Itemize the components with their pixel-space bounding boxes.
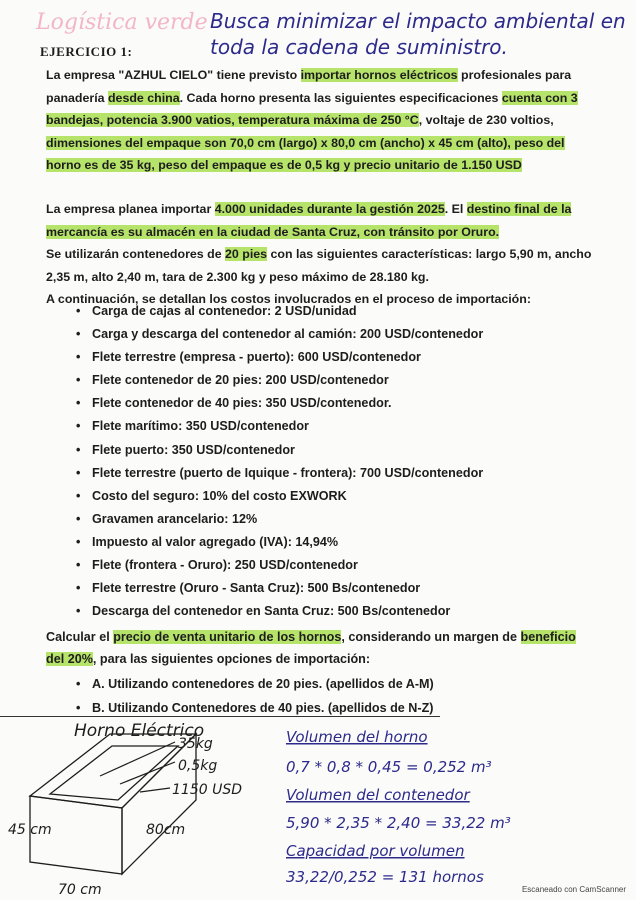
options-list <box>76 672 434 720</box>
hw-line-2: 5,90 * 2,35 * 2,40 = 33,22 m³ <box>286 814 511 832</box>
p1-hl-b: desde china <box>107 90 180 105</box>
hw-line-3: 33,22/0,252 = 131 hornos <box>286 868 484 886</box>
sketch-dim-w: 80cm <box>146 822 186 838</box>
list-item: • Flete terrestre (puerto de Iquique - frontera): 700 USD/contenedor <box>76 465 484 480</box>
p1-text-a: La empresa "AZHUL CIELO" tiene previsto <box>46 68 301 82</box>
arrows <box>100 742 175 792</box>
calc-text-b: , considerando un margen de <box>341 630 521 644</box>
p2-hl-a: 4.000 unidades durante la gestión 2025 <box>214 202 445 216</box>
p2-hl-b: destino final de la mercancía es su almacén en la ciudad de Santa Cruz, con tránsito por Oruro. <box>46 202 572 239</box>
hw-heading-3: Capacidad por volumen <box>286 842 465 860</box>
p1-text-c: . Cada horno presenta las siguientes especificaciones <box>179 90 502 105</box>
scanner-watermark: Escaneado con CamScanner <box>521 885 626 894</box>
calc-hl-a: precio de venta unitario de los hornos <box>113 630 342 644</box>
sketch-dim-l: 70 cm <box>58 882 102 898</box>
oven-box-drawing <box>30 734 196 874</box>
handwritten-note: Busca minimizar el impacto ambiental en toda la cadena de suministro. <box>210 9 626 59</box>
exercise-title: EJERCICIO 1: <box>40 44 133 59</box>
sketch-weight-1: 35kg <box>178 736 213 752</box>
p2-text-c: Se utilizarán contenedores de <box>46 247 226 261</box>
list-item: • Flete terrestre (Oruro - Santa Cruz): 500 Bs/contenedor <box>76 581 421 596</box>
list-item: • Flete terrestre (empresa - puerto): 600 USD/contenedor <box>76 350 421 365</box>
list-item: • Flete (frontera - Oruro): 250 USD/contenedor <box>76 558 358 573</box>
hw-line-1: 0,7 * 0,8 * 0,45 = 0,252 m³ <box>286 758 492 776</box>
sketch-dim-h: 45 cm <box>8 822 52 838</box>
calc-text-c: , para las siguientes opciones de importación: <box>92 652 371 666</box>
sketch-price: 1150 USD <box>172 782 242 798</box>
list-item: • Carga de cajas al contenedor: 2 USD/unidad <box>76 304 357 318</box>
list-item: • Carga y descarga del contenedor al camión: 200 USD/contenedor <box>76 327 484 342</box>
paragraph-2 <box>46 198 594 311</box>
sketch-weight-2: 0,5kg <box>178 758 218 774</box>
list-item: • Flete marítimo: 350 USD/contenedor <box>76 419 309 434</box>
list-item: • Gravamen arancelario: 12% <box>76 511 258 526</box>
list-item: • Flete contenedor de 20 pies: 200 USD/contenedor <box>76 373 389 388</box>
list-item: • Costo del seguro: 10% del costo EXWORK <box>76 488 347 503</box>
p1-text-b: profesionales para panadería <box>46 68 572 105</box>
p1-text-d: , voltaje de 230 voltios, <box>418 113 554 127</box>
p1-hl-d: dimensiones del empaque son 70,0 cm (largo) x 80,0 cm (ancho) x 45 cm (alto), peso del horno es de 35 kg, peso del empaque es de 0,5 kg y precio unitario de 1.150 USD <box>46 135 565 172</box>
p2-text-e: A continuación, se detallan los costos involucrados en el proceso de importación: <box>46 292 531 306</box>
p1-hl-a: importar hornos eléctricos <box>300 68 458 82</box>
costs-list <box>76 300 596 623</box>
p2-text-a: La empresa planea importar <box>46 202 215 216</box>
option-b: • B. Utilizando Contenedores de 40 pies. (apellidos de N-Z) <box>76 701 434 715</box>
hw-heading-1: Volumen del horno <box>286 728 428 746</box>
p2-text-b: . El <box>444 202 467 216</box>
list-item: • Descarga del contenedor en Santa Cruz: 500 Bs/contenedor <box>76 604 451 619</box>
faded-title: Logística verde <box>36 10 208 35</box>
option-a: • A. Utilizando contenedores de 20 pies. (apellidos de A-M) <box>76 677 434 691</box>
p2-hl-c: 20 pies <box>225 247 268 261</box>
list-item: • Flete puerto: 350 USD/contenedor <box>76 442 295 457</box>
calc-text-a: Calcular el <box>46 630 114 644</box>
handwritten-sketch <box>0 716 636 900</box>
list-item: • Impuesto al valor agregado (IVA): 14,94% <box>76 534 339 549</box>
list-item: • Flete contenedor de 40 pies: 350 USD/contenedor. <box>76 396 392 411</box>
p1-hl-c: cuenta con 3 bandejas, potencia 3.900 vatios, temperatura máxima de 250 °C <box>46 90 578 127</box>
hw-heading-2: Volumen del contenedor <box>286 786 470 804</box>
p2-text-d: con las siguientes características: largo 5,90 m, ancho 2,35 m, alto 2,40 m, tara de 2.300 kg y peso máximo de 28.180 kg. <box>46 247 592 284</box>
calc-hl-b: beneficio del 20% <box>46 630 576 666</box>
calculation-prompt <box>46 626 594 670</box>
paragraph-1 <box>46 64 594 177</box>
sketch-title: Horno Eléctrico <box>74 721 205 741</box>
